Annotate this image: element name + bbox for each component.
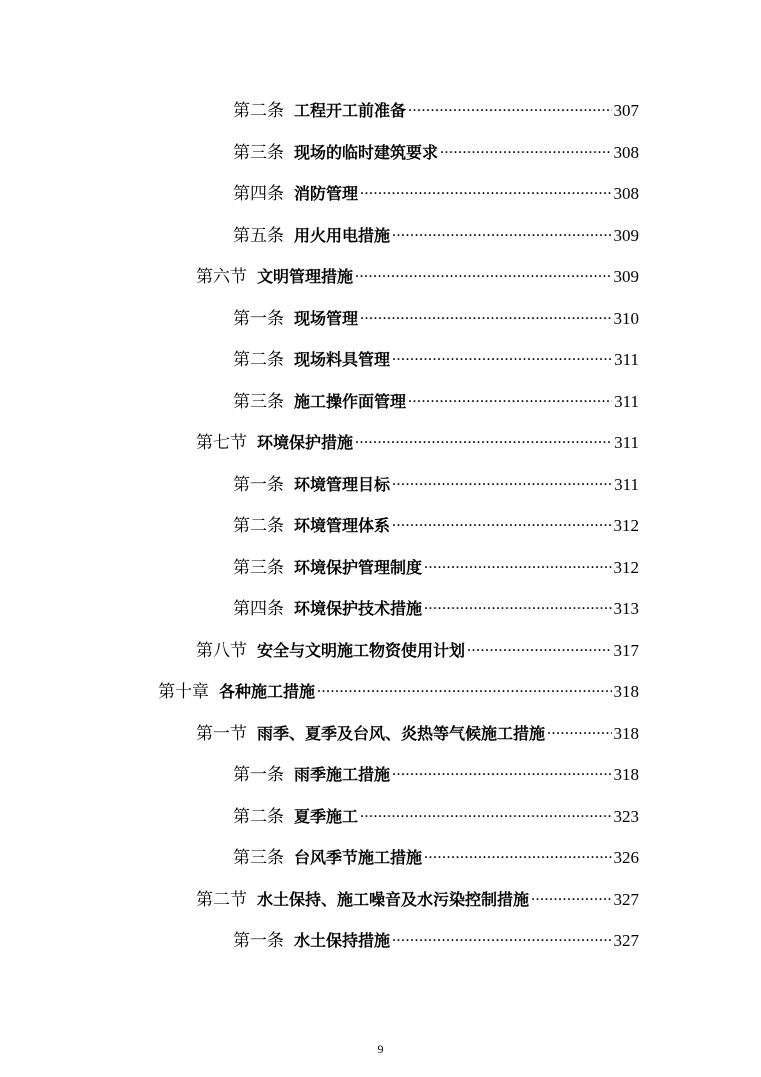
toc-entry-line: [233, 221, 639, 246]
toc-entry-number: 第二条: [233, 350, 284, 371]
toc-entry[interactable]: [0, 213, 761, 255]
dot-leader: [424, 846, 611, 863]
toc-entry-number: 第一条: [233, 765, 284, 786]
toc-entry-line: [233, 387, 639, 412]
toc-entry[interactable]: [0, 545, 761, 587]
toc-entry-line: [233, 926, 639, 951]
dot-leader: [392, 929, 611, 946]
toc-entry-line: [196, 885, 639, 910]
toc-entry-title: 环境保护技术措施: [294, 599, 423, 619]
toc-entry-line: [233, 179, 639, 204]
toc-entry-number: 第一条: [233, 931, 284, 952]
toc-entry-line: [196, 636, 639, 661]
toc-entry[interactable]: [0, 669, 761, 711]
dot-leader: [355, 265, 611, 282]
toc-entry-title: 各种施工措施: [219, 682, 316, 702]
toc-entry-page: 308: [613, 184, 639, 204]
toc-entry[interactable]: [0, 503, 761, 545]
toc-entry[interactable]: [0, 88, 761, 130]
toc-entry-title: 工程开工前准备: [294, 101, 407, 121]
toc-entry-line: [233, 304, 639, 329]
toc-entry[interactable]: [0, 254, 761, 296]
toc-entry-number: 第三条: [233, 557, 284, 578]
dot-leader: [392, 224, 611, 241]
dot-leader: [392, 473, 612, 490]
toc-entry-number: 第二条: [233, 101, 284, 122]
toc-entry-number: 第十章: [158, 682, 209, 703]
dot-leader: [424, 597, 611, 614]
toc-entry[interactable]: [0, 794, 761, 836]
toc-entry-number: 第七节: [196, 433, 247, 454]
toc-entry-line: [233, 802, 639, 827]
toc-entry-title: 现场管理: [294, 308, 359, 328]
toc-entry-number: 第五条: [233, 225, 284, 246]
dot-leader: [392, 348, 612, 365]
toc-entry-line: [233, 511, 639, 536]
toc-entry-title: 环境保护措施: [257, 433, 354, 453]
toc-entry[interactable]: [0, 379, 761, 421]
dot-leader: [531, 888, 611, 905]
toc-entry[interactable]: [0, 586, 761, 628]
toc-entry-number: 第三条: [233, 142, 284, 163]
toc-entry-page: 312: [613, 516, 639, 536]
dot-leader: [408, 99, 611, 116]
toc-entry-page: 311: [614, 391, 639, 411]
toc-entry-number: 第八节: [196, 640, 247, 661]
toc-entry-number: 第一条: [233, 474, 284, 495]
toc-entry-number: 第三条: [233, 848, 284, 869]
toc-entry[interactable]: [0, 171, 761, 213]
toc-entry-line: [196, 428, 639, 453]
toc-entry-line: [233, 843, 639, 868]
toc-entry[interactable]: [0, 130, 761, 172]
toc-entry[interactable]: [0, 296, 761, 338]
toc-entry-title: 文明管理措施: [257, 267, 354, 287]
toc-entry-title: 台风季节施工措施: [294, 848, 423, 868]
toc-entry-title: 雨季施工措施: [294, 765, 391, 785]
dot-leader: [360, 805, 611, 822]
toc-entry[interactable]: [0, 752, 761, 794]
toc-entry-title: 夏季施工: [294, 806, 359, 826]
toc-entry-number: 第二条: [233, 516, 284, 537]
toc-entry[interactable]: [0, 420, 761, 462]
toc-entry[interactable]: [0, 877, 761, 919]
toc-entry-page: 309: [613, 267, 639, 287]
toc-entry-page: 311: [614, 433, 639, 453]
toc-entry-title: 环境管理目标: [294, 474, 391, 494]
toc-entry-line: [158, 677, 639, 702]
toc-entry-number: 第二节: [196, 889, 247, 910]
toc-entry-page: 312: [613, 557, 639, 577]
toc-entry-page: 308: [613, 142, 639, 162]
toc-entry-line: [196, 262, 639, 287]
toc-entry-number: 第二条: [233, 806, 284, 827]
dot-leader: [392, 763, 611, 780]
toc-entry[interactable]: [0, 835, 761, 877]
toc-entry[interactable]: [0, 462, 761, 504]
toc-entry-number: 第一节: [196, 723, 247, 744]
toc-entry-title: 现场的临时建筑要求: [294, 142, 439, 162]
toc-entry-title: 施工操作面管理: [294, 391, 407, 411]
dot-leader: [424, 556, 611, 573]
toc-entry-line: [233, 470, 639, 495]
toc-entry-line: [196, 719, 639, 744]
toc-entry-page: 318: [613, 682, 639, 702]
toc-entry-page: 318: [613, 765, 639, 785]
dot-leader: [360, 307, 611, 324]
toc-entry-number: 第四条: [233, 599, 284, 620]
toc-entry-page: 311: [614, 474, 639, 494]
toc-entry-line: [233, 553, 639, 578]
table-of-contents: [0, 88, 761, 960]
dot-leader: [355, 431, 612, 448]
toc-entry-page: 327: [613, 931, 639, 951]
toc-entry-title: 用火用电措施: [294, 225, 391, 245]
toc-entry-number: 第六节: [196, 267, 247, 288]
toc-entry-line: [233, 345, 639, 370]
toc-entry[interactable]: [0, 337, 761, 379]
toc-entry-title: 水土保持、施工噪音及水污染控制措施: [257, 889, 530, 909]
toc-entry-number: 第四条: [233, 184, 284, 205]
page-number: 9: [377, 1042, 384, 1056]
toc-entry-title: 消防管理: [294, 184, 359, 204]
toc-entry-title: 雨季、夏季及台风、炎热等气候施工措施: [257, 723, 546, 743]
toc-entry-title: 环境管理体系: [294, 516, 391, 536]
toc-entry-page: 310: [613, 308, 639, 328]
dot-leader: [467, 639, 611, 656]
toc-entry-title: 安全与文明施工物资使用计划: [257, 640, 466, 660]
dot-leader: [317, 680, 611, 697]
toc-entry-page: 309: [613, 225, 639, 245]
toc-entry-title: 现场料具管理: [294, 350, 391, 370]
toc-entry[interactable]: [0, 628, 761, 670]
toc-entry[interactable]: [0, 918, 761, 960]
toc-entry-page: 313: [613, 599, 639, 619]
toc-entry-number: 第一条: [233, 308, 284, 329]
toc-entry-number: 第三条: [233, 391, 284, 412]
toc-entry-line: [233, 594, 639, 619]
toc-entry-page: 318: [613, 723, 639, 743]
toc-entry-line: [233, 138, 639, 163]
toc-entry-title: 环境保护管理制度: [294, 557, 423, 577]
dot-leader: [547, 722, 611, 739]
toc-entry-page: 327: [613, 889, 639, 909]
dot-leader: [392, 514, 611, 531]
toc-entry-page: 317: [613, 640, 639, 660]
toc-entry-page: 307: [613, 101, 639, 121]
toc-entry-line: [233, 96, 639, 121]
dot-leader: [408, 390, 612, 407]
toc-entry-page: 323: [613, 806, 639, 826]
toc-entry-line: [233, 760, 639, 785]
toc-entry[interactable]: [0, 711, 761, 753]
toc-entry-page: 326: [613, 848, 639, 868]
toc-entry-title: 水土保持措施: [294, 931, 391, 951]
dot-leader: [440, 141, 611, 158]
toc-entry-page: 311: [614, 350, 639, 370]
dot-leader: [360, 182, 611, 199]
